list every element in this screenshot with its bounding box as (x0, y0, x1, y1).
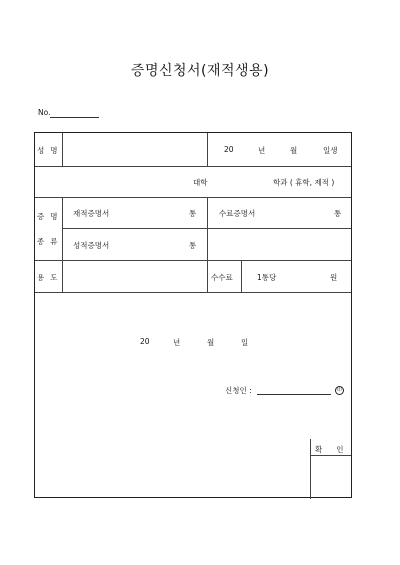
purpose-label (37, 272, 58, 283)
purpose-label-char: 도 (50, 273, 58, 282)
name-label-char: 명 (50, 146, 58, 155)
college-label: 대학 (193, 178, 208, 187)
purpose-label-char: 용 (37, 273, 45, 282)
enrollment-cert-label: 재적증명서 (73, 209, 110, 218)
seal-icon: 印 (336, 387, 342, 393)
birth-month-unit: 월 (290, 146, 298, 155)
confirm-label-char: 확 (315, 445, 323, 454)
birth-year-prefix: 20 (224, 145, 234, 154)
completion-cert-label: 수료증명서 (219, 209, 256, 218)
department-label: 학과 ( 휴학, 제적 ) (273, 178, 335, 187)
column-divider (207, 197, 208, 292)
column-divider (241, 260, 242, 292)
cert-type-label-char: 증 (37, 212, 45, 221)
birth-year-unit: 년 (258, 146, 266, 155)
application-year-prefix: 20 (140, 337, 150, 346)
applicant-signature-line[interactable] (257, 394, 331, 395)
confirm-label (315, 444, 344, 455)
name-label (37, 145, 58, 156)
document-number-field[interactable] (50, 117, 99, 118)
transcript-cert-label: 성적증명서 (73, 241, 110, 250)
row-divider (35, 292, 351, 293)
confirm-label-char: 인 (336, 445, 344, 454)
fee-label: 수수료 (211, 273, 233, 282)
enrollment-cert-unit: 통 (189, 209, 197, 218)
fee-per-copy-label: 1통당 (257, 273, 277, 282)
completion-cert-unit: 통 (334, 209, 342, 218)
birth-day-unit: 일생 (323, 146, 338, 155)
fee-unit: 원 (330, 273, 338, 282)
cert-type-label-line1 (37, 211, 58, 222)
cert-type-label-line2 (37, 236, 58, 247)
application-month-unit: 월 (207, 338, 215, 347)
applicant-label: 신청인 : (225, 386, 252, 395)
purpose-input[interactable] (63, 261, 206, 291)
document-number-label: No. (38, 108, 51, 117)
transcript-cert-unit: 통 (189, 241, 197, 250)
confirm-stamp-area[interactable] (311, 456, 351, 497)
name-label-char: 성 (37, 146, 45, 155)
row-divider (35, 197, 351, 198)
column-divider (207, 133, 208, 166)
application-form-table (34, 132, 352, 498)
application-day-unit: 일 (241, 338, 249, 347)
name-input[interactable] (63, 134, 206, 165)
page-title: 증명신청서(재적생용) (130, 63, 270, 79)
cert-type-label-char: 종 (37, 237, 45, 246)
cert-type-label-char: 류 (50, 237, 58, 246)
application-year-unit: 년 (173, 338, 181, 347)
cert-type-label-char: 명 (50, 212, 58, 221)
row-divider (35, 166, 351, 167)
